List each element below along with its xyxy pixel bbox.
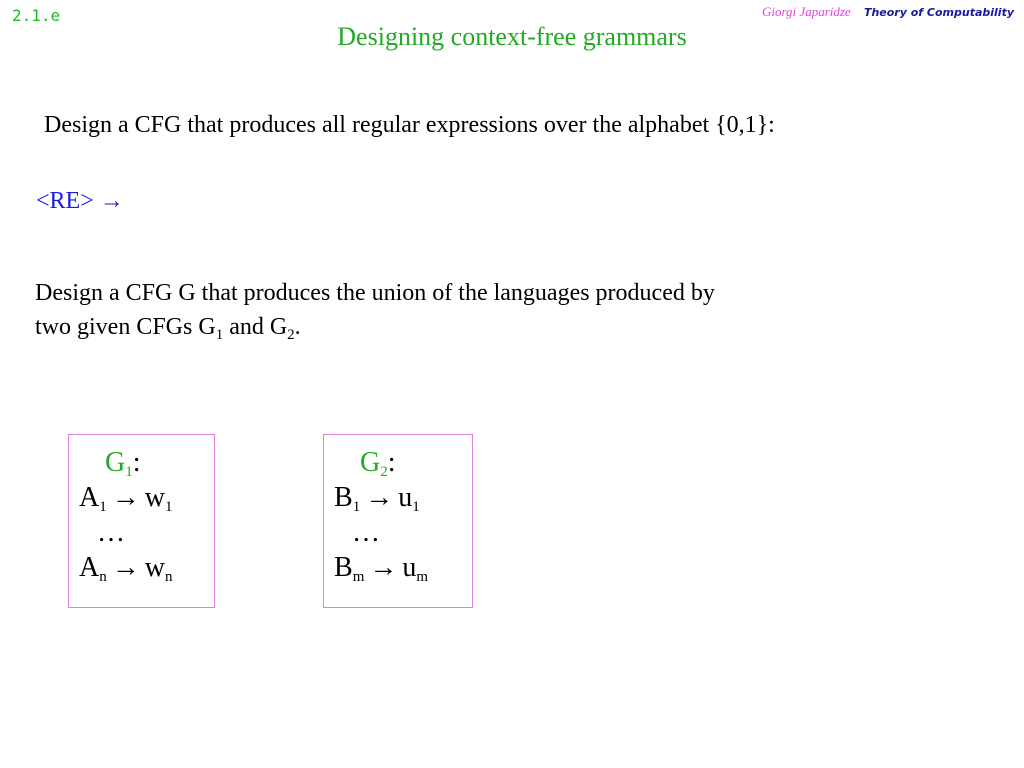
rule-lhs: A xyxy=(79,552,100,583)
rule-lhs: A xyxy=(79,482,100,513)
task-union-line2 xyxy=(35,310,915,344)
subscript: n xyxy=(99,569,107,585)
subscript: m xyxy=(416,569,429,585)
subscript: 1 xyxy=(99,499,107,515)
arrow-icon: → xyxy=(365,482,394,513)
rule-rhs: u xyxy=(402,552,417,583)
arrow-icon: → xyxy=(111,482,140,513)
re-nonterminal: <RE> xyxy=(36,188,94,214)
slide-number: 2.1.e xyxy=(12,6,61,25)
grammar-g2-ellipsis: … xyxy=(352,517,380,548)
rule-lhs: B xyxy=(334,552,353,583)
subscript: 1 xyxy=(125,464,133,480)
subscript: 1 xyxy=(215,327,224,343)
arrow-icon: → xyxy=(99,188,124,214)
task-union-text-c: . xyxy=(294,314,301,340)
grammar-g1-name xyxy=(69,445,214,480)
slide-title: Designing context-free grammars xyxy=(337,22,687,51)
rule-rhs: w xyxy=(144,552,165,583)
grammar-g1-ellipsis: … xyxy=(97,517,125,548)
rule-rhs: u xyxy=(398,482,413,513)
grammar-g2-name xyxy=(324,445,472,480)
grammar-g2-box xyxy=(323,434,473,608)
task-union-line1: Design a CFG G that produces the union of the languages produced by xyxy=(35,280,715,306)
subscript: 2 xyxy=(380,464,388,480)
task-regex-cfg: Design a CFG that produces all regular expressions over the alphabet {0,1}: xyxy=(44,112,775,138)
task-union-cfg xyxy=(35,276,915,344)
colon: : xyxy=(387,447,396,478)
course-name: Theory of Computability xyxy=(863,6,1014,19)
subscript: n xyxy=(164,569,173,585)
subscript: 1 xyxy=(412,499,420,515)
subscript: m xyxy=(352,569,365,585)
grammar-g1-box xyxy=(68,434,215,608)
task-union-text-a: two given CFGs G xyxy=(35,314,216,340)
rule-rhs: w xyxy=(144,482,165,513)
colon: : xyxy=(132,447,141,478)
arrow-icon: → xyxy=(111,552,140,583)
subscript: 1 xyxy=(352,499,361,515)
author-name: Giorgi Japaridze xyxy=(761,4,851,19)
rule-lhs: B xyxy=(334,482,353,513)
grammar-g1-rule-first xyxy=(69,480,214,515)
grammar-letter: G xyxy=(105,447,126,478)
grammar-g1-rule-last xyxy=(69,550,214,585)
subscript: 1 xyxy=(164,499,173,515)
task-union-text-b: and G xyxy=(223,314,288,340)
grammar-g2-rule-first xyxy=(324,480,472,515)
header-credits xyxy=(762,4,1014,20)
subscript: 2 xyxy=(287,327,295,343)
re-production-rule xyxy=(36,188,124,215)
grammar-g2-rule-last xyxy=(324,550,472,585)
grammar-letter: G xyxy=(360,447,381,478)
arrow-icon: → xyxy=(369,552,398,583)
